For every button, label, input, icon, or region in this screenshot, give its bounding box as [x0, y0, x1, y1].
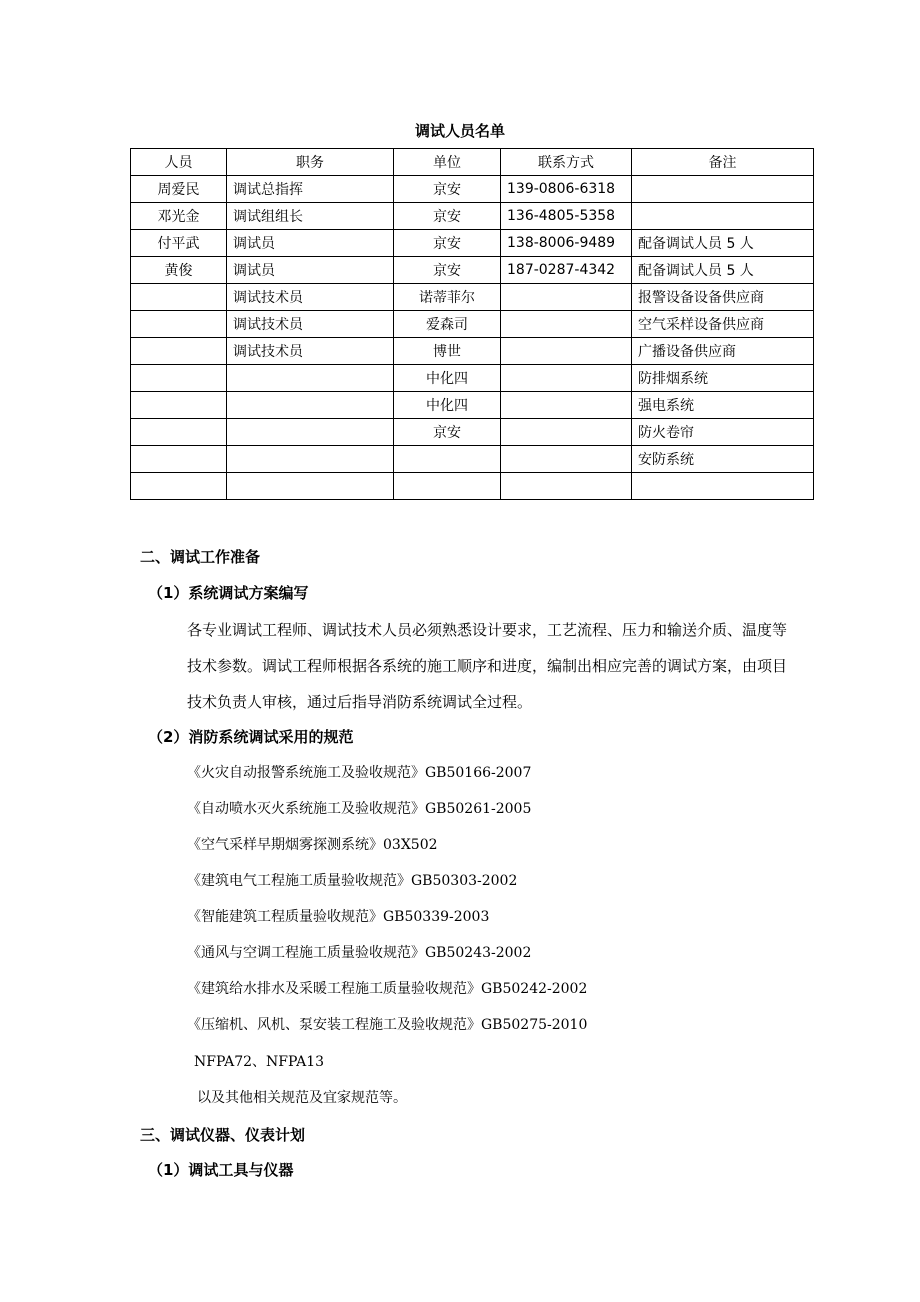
table-row [131, 284, 814, 311]
table-row [131, 338, 814, 365]
table-cell [131, 446, 227, 473]
table-cell [227, 473, 394, 500]
table-cell: 调试技术员 [227, 311, 394, 338]
table-cell: 京安 [394, 230, 501, 257]
table-cell [501, 446, 632, 473]
standard-item: 《通风与空调工程施工质量验收规范》GB50243-2002 [187, 945, 532, 961]
table-cell [632, 473, 814, 500]
subsection-2-2-heading: （2）消防系统调试采用的规范 [148, 728, 354, 746]
table-row [131, 311, 814, 338]
table-cell [632, 176, 814, 203]
table-cell [632, 203, 814, 230]
table-cell: 配备调试人员 5 人 [632, 257, 814, 284]
table-cell [501, 419, 632, 446]
standard-item: NFPA72、NFPA13 [194, 1054, 325, 1070]
table-row [131, 473, 814, 500]
table-row [131, 203, 814, 230]
table-cell [131, 419, 227, 446]
table-row [131, 419, 814, 446]
table-cell [227, 392, 394, 419]
plan-paragraph: 各专业调试工程师、调试技术人员必须熟悉设计要求，工艺流程、压力和输送介质、温度等技术参数。调试工程师根据各系统的施工顺序和进度，编制出相应完善的调试方案，由项目技术负责人审核，通过后指导消防系统调试全过程。 [187, 621, 788, 711]
table-cell: 安防系统 [632, 446, 814, 473]
table-cell: 博世 [394, 338, 501, 365]
table-cell [131, 365, 227, 392]
table-cell: 诺蒂菲尔 [394, 284, 501, 311]
standard-item: 《压缩机、风机、泵安装工程施工及验收规范》GB50275-2010 [187, 1017, 588, 1033]
table-cell: 付平武 [131, 230, 227, 257]
table-row [131, 365, 814, 392]
table-cell [131, 284, 227, 311]
table-cell: 京安 [394, 257, 501, 284]
standard-item: 《火灾自动报警系统施工及验收规范》GB50166-2007 [187, 765, 532, 781]
subsection-3-1-heading: （1）调试工具与仪器 [148, 1161, 294, 1179]
table-cell [501, 311, 632, 338]
table-cell [501, 338, 632, 365]
table-cell [501, 392, 632, 419]
table-cell: 京安 [394, 176, 501, 203]
table-cell [131, 338, 227, 365]
table-cell: 调试员 [227, 257, 394, 284]
table-header-row [131, 149, 814, 176]
table-cell: 邓光金 [131, 203, 227, 230]
header-cell: 单位 [394, 149, 501, 176]
table-row [131, 230, 814, 257]
header-cell: 联系方式 [501, 149, 632, 176]
table-cell [227, 446, 394, 473]
table-cell: 调试总指挥 [227, 176, 394, 203]
table-cell: 调试技术员 [227, 284, 394, 311]
table-cell [501, 473, 632, 500]
table-cell [501, 365, 632, 392]
standard-item: 《空气采样早期烟雾探测系统》03X502 [187, 837, 438, 853]
table-cell: 中化四 [394, 392, 501, 419]
table-row [131, 392, 814, 419]
table-cell: 京安 [394, 203, 501, 230]
table-cell: 防排烟系统 [632, 365, 814, 392]
table-cell [131, 392, 227, 419]
section-3-heading: 三、调试仪器、仪表计划 [140, 1126, 306, 1144]
staff-table [130, 148, 814, 500]
table-cell: 138-8006-9489 [501, 230, 632, 257]
table-title: 调试人员名单 [414, 122, 505, 140]
table-cell: 调试技术员 [227, 338, 394, 365]
table-cell [394, 446, 501, 473]
table-cell [501, 284, 632, 311]
table-cell: 黄俊 [131, 257, 227, 284]
table-cell: 京安 [394, 419, 501, 446]
standard-item: 以及其他相关规范及宜家规范等。 [197, 1090, 407, 1106]
table-cell: 调试员 [227, 230, 394, 257]
table-row [131, 176, 814, 203]
header-cell: 职务 [227, 149, 394, 176]
table-cell: 周爱民 [131, 176, 227, 203]
table-cell: 广播设备供应商 [632, 338, 814, 365]
table-cell: 136-4805-5358 [501, 203, 632, 230]
table-cell: 爱森司 [394, 311, 501, 338]
table-row [131, 257, 814, 284]
table-cell: 中化四 [394, 365, 501, 392]
table-cell: 调试组组长 [227, 203, 394, 230]
table-cell: 空气采样设备供应商 [632, 311, 814, 338]
subsection-2-1-heading: （1）系统调试方案编写 [148, 584, 309, 602]
section-2-heading: 二、调试工作准备 [140, 548, 261, 566]
table-cell: 配备调试人员 5 人 [632, 230, 814, 257]
standard-item: 《建筑给水排水及采暖工程施工质量验收规范》GB50242-2002 [187, 981, 588, 997]
table-cell: 防火卷帘 [632, 419, 814, 446]
table-cell [227, 365, 394, 392]
standard-item: 《智能建筑工程质量验收规范》GB50339-2003 [187, 909, 490, 925]
table-cell: 报警设备设备供应商 [632, 284, 814, 311]
table-row [131, 446, 814, 473]
table-cell: 187-0287-4342 [501, 257, 632, 284]
table-cell [131, 473, 227, 500]
standard-item: 《自动喷水灭火系统施工及验收规范》GB50261-2005 [187, 801, 532, 817]
header-cell: 备注 [632, 149, 814, 176]
header-cell: 人员 [131, 149, 227, 176]
standard-item: 《建筑电气工程施工质量验收规范》GB50303-2002 [187, 873, 518, 889]
table-cell [394, 473, 501, 500]
table-cell [227, 419, 394, 446]
table-cell: 139-0806-6318 [501, 176, 632, 203]
table-cell [131, 311, 227, 338]
table-cell: 强电系统 [632, 392, 814, 419]
